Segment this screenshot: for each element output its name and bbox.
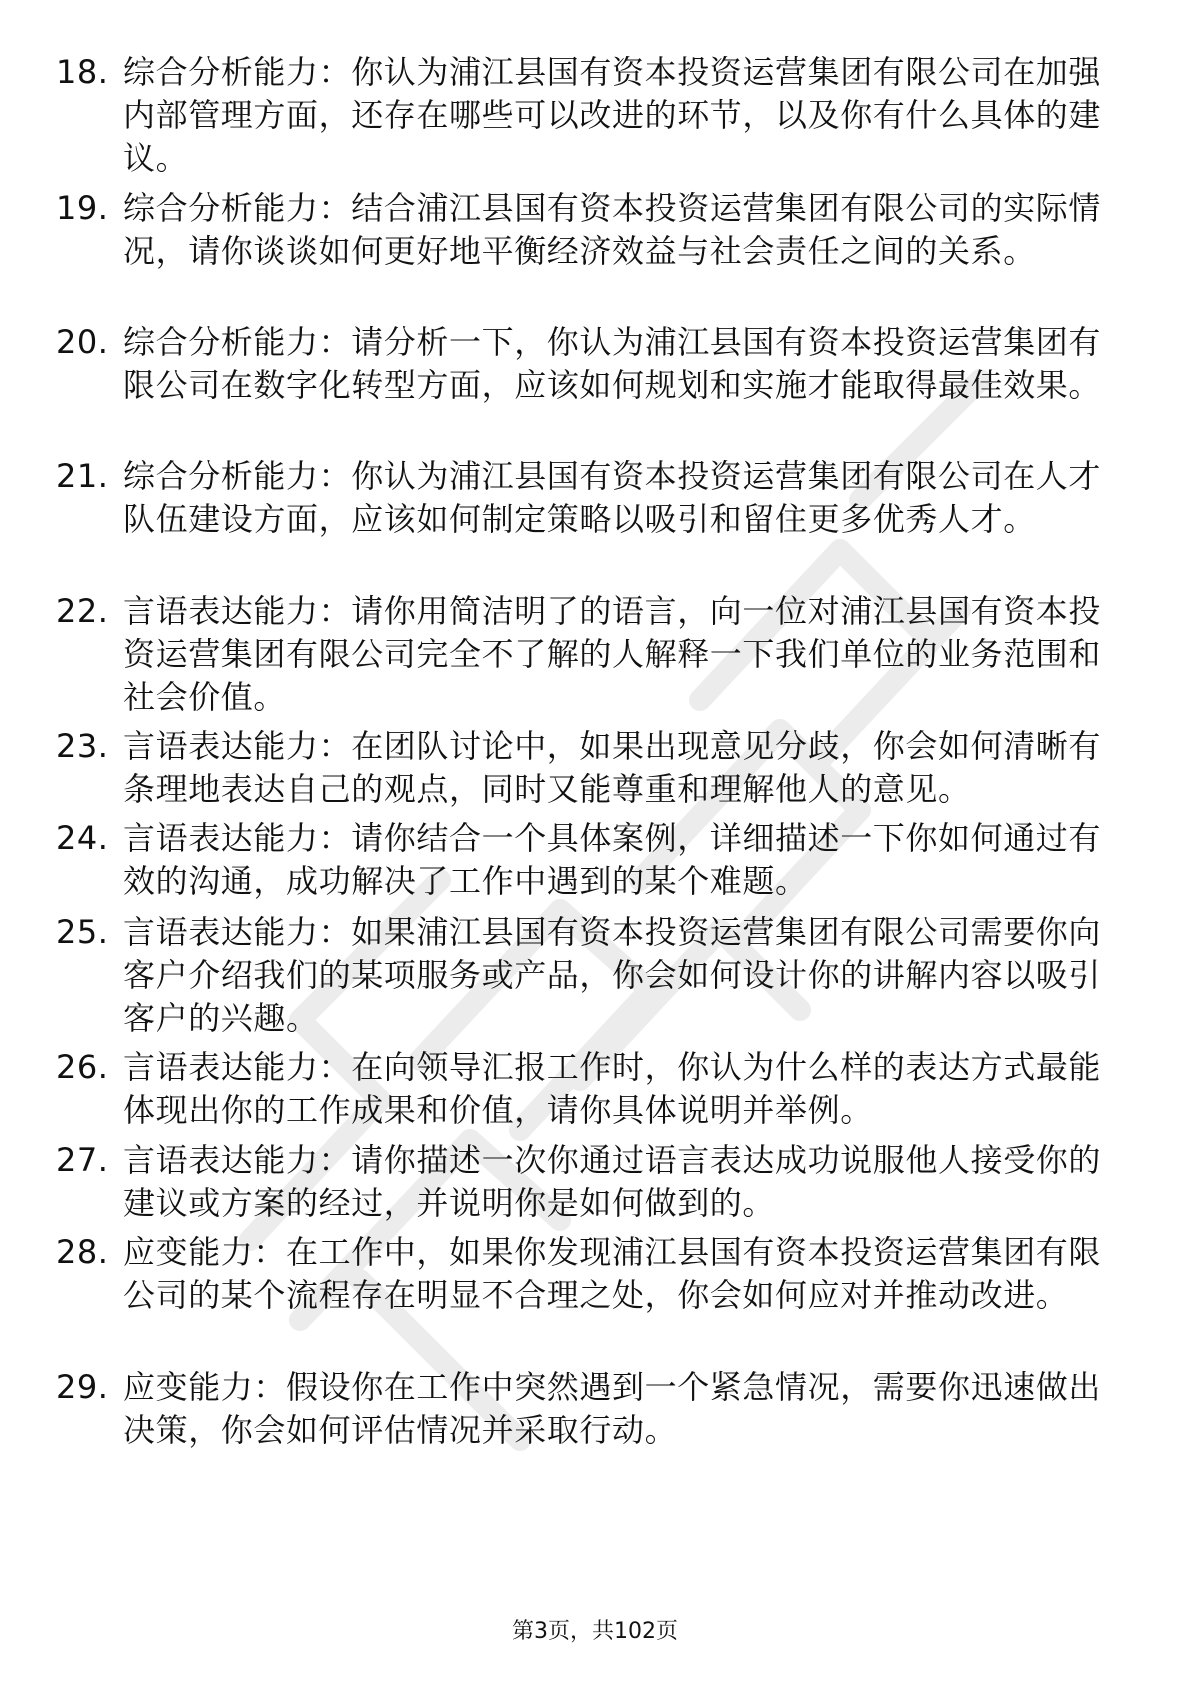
question-text: 言语表达能力：请你用简洁明了的语言，向一位对浦江县国有资本投资运营集团有限公司完全不了解的人解释一下我们单位的业务范围和社会价值。 [123, 592, 1102, 716]
page-number-label: 第3页，共102页 [512, 1619, 678, 1644]
question-number: 19. [56, 189, 109, 227]
question-number: 22. [56, 592, 109, 630]
question-number: 23. [56, 727, 109, 765]
question-text: 言语表达能力：在团队讨论中，如果出现意见分歧，你会如何清晰有条理地表达自己的观点，同时又能尊重和理解他人的意见。 [123, 727, 1102, 808]
question-number: 25. [56, 913, 109, 951]
question-text: 言语表达能力：请你结合一个具体案例，详细描述一下你如何通过有效的沟通，成功解决了工作中遇到的某个难题。 [123, 819, 1102, 900]
page-footer [0, 1617, 1190, 1647]
question-number: 28. [56, 1233, 109, 1271]
question-number: 29. [56, 1368, 109, 1406]
question-text: 综合分析能力：请分析一下，你认为浦江县国有资本投资运营集团有限公司在数字化转型方面，应该如何规划和实施才能取得最佳效果。 [123, 323, 1102, 404]
question-number: 20. [56, 323, 109, 361]
question-text: 应变能力：在工作中，如果你发现浦江县国有资本投资运营集团有限公司的某个流程存在明显不合理之处，你会如何应对并推动改进。 [123, 1233, 1102, 1314]
question-number: 21. [56, 457, 109, 495]
question-text: 应变能力：假设你在工作中突然遇到一个紧急情况，需要你迅速做出决策，你会如何评估情况并采取行动。 [123, 1368, 1102, 1449]
question-number: 26. [56, 1048, 109, 1086]
question-text: 言语表达能力：请你描述一次你通过语言表达成功说服他人接受你的建议或方案的经过，并说明你是如何做到的。 [123, 1141, 1102, 1222]
question-number: 24. [56, 819, 109, 857]
question-text: 综合分析能力：你认为浦江县国有资本投资运营集团有限公司在加强内部管理方面，还存在哪些可以改进的环节，以及你有什么具体的建议。 [123, 53, 1102, 177]
question-number: 27. [56, 1141, 109, 1179]
question-text: 综合分析能力：结合浦江县国有资本投资运营集团有限公司的实际情况，请你谈谈如何更好地平衡经济效益与社会责任之间的关系。 [123, 189, 1102, 270]
question-number: 18. [56, 53, 109, 91]
question-text: 综合分析能力：你认为浦江县国有资本投资运营集团有限公司在人才队伍建设方面，应该如何制定策略以吸引和留住更多优秀人才。 [123, 457, 1102, 538]
question-text: 言语表达能力：如果浦江县国有资本投资运营集团有限公司需要你向客户介绍我们的某项服务或产品，你会如何设计你的讲解内容以吸引客户的兴趣。 [123, 913, 1102, 1037]
question-text: 言语表达能力：在向领导汇报工作时，你认为什么样的表达方式最能体现出你的工作成果和价值，请你具体说明并举例。 [123, 1048, 1102, 1129]
